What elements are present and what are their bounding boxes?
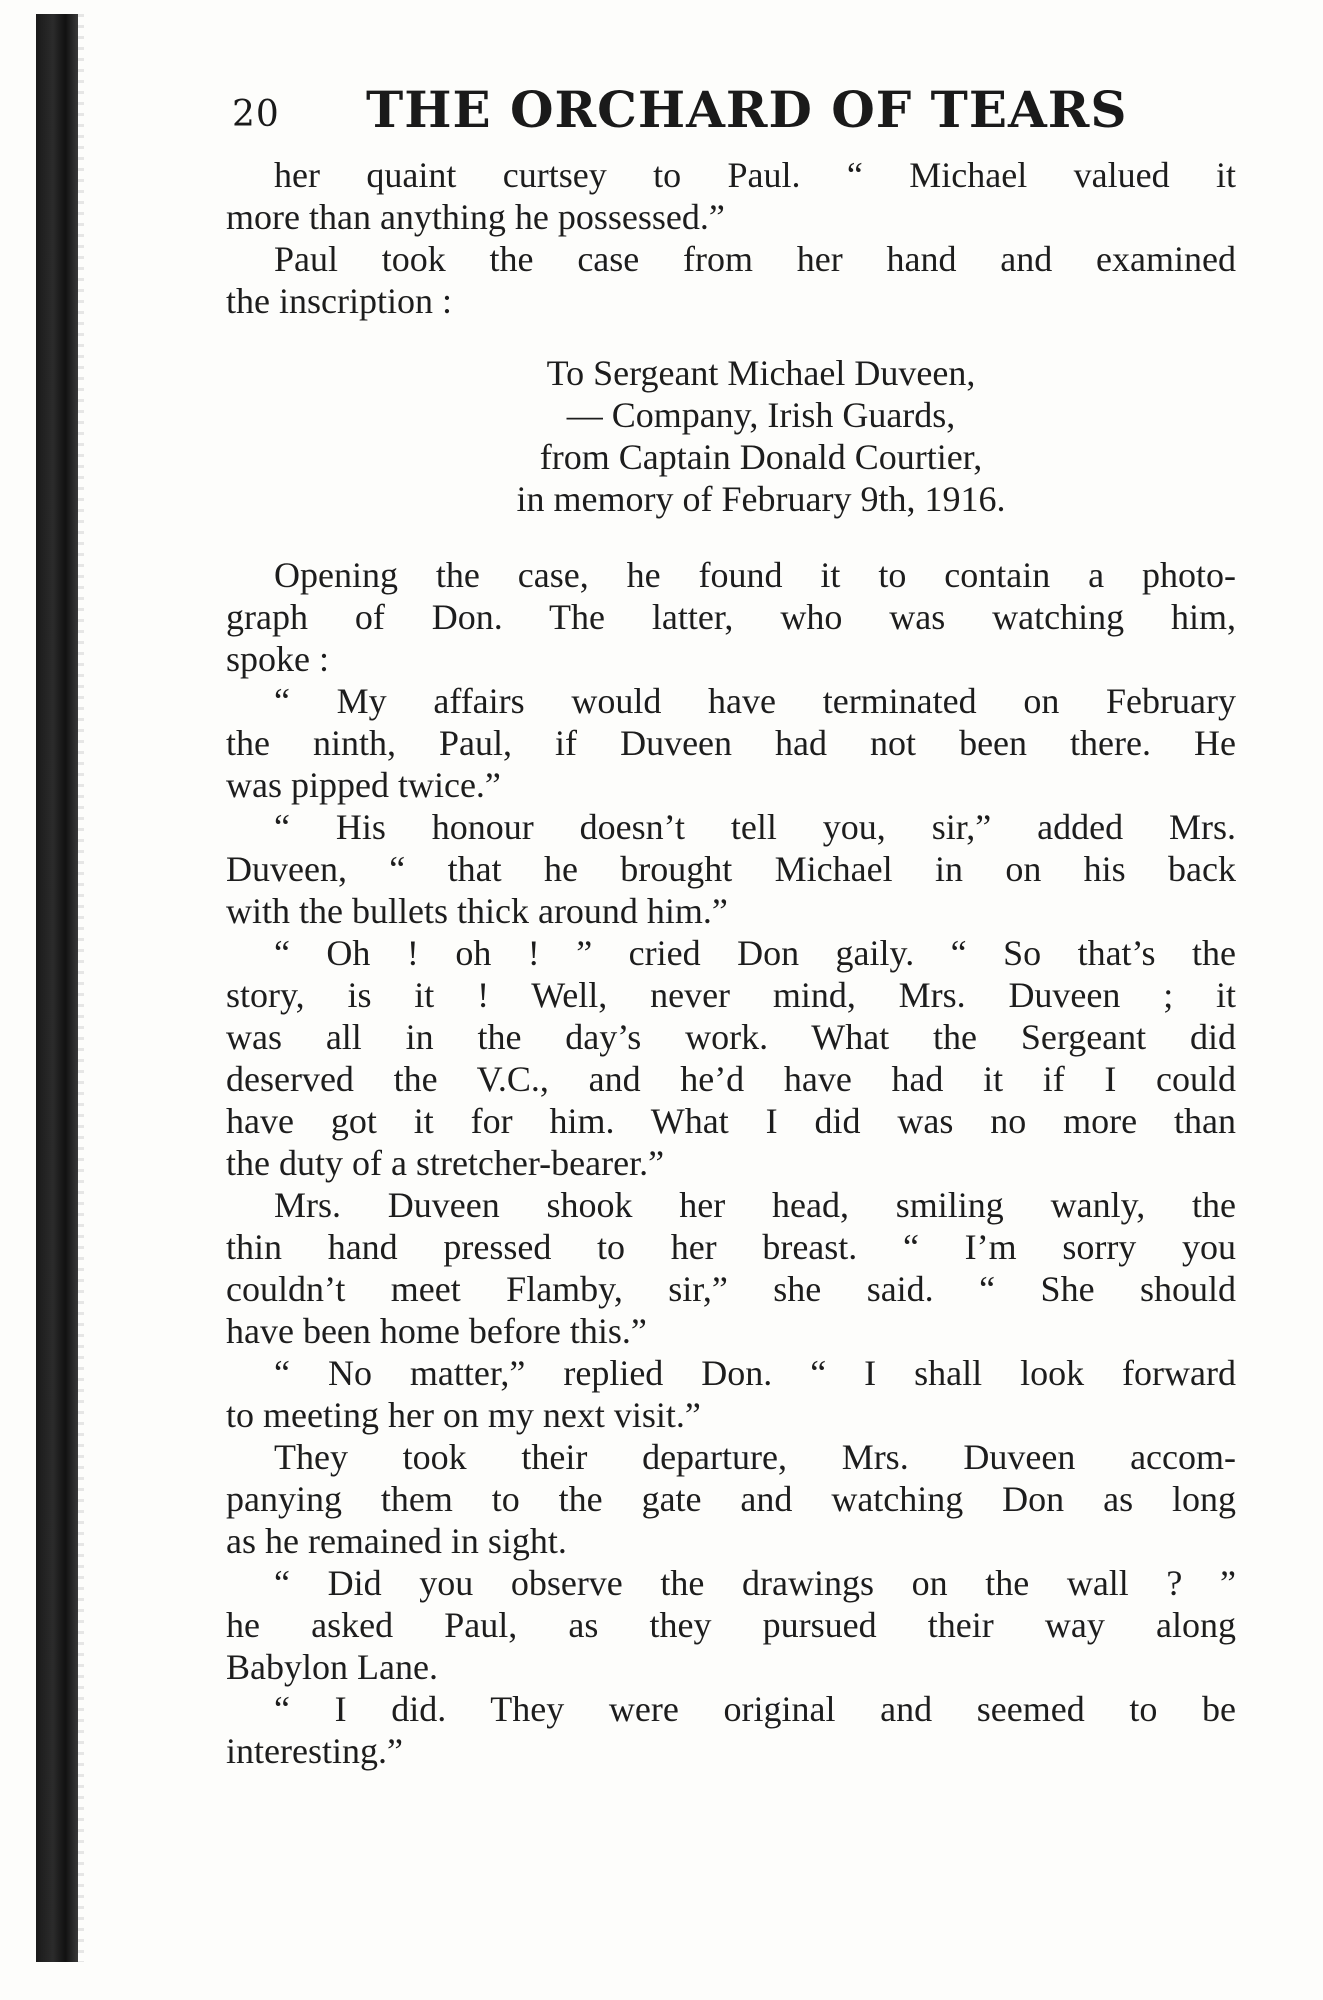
text-line: spoke : xyxy=(226,639,329,679)
text-line: couldn’t meet Flamby, sir,” she said. “ She should xyxy=(226,1269,1236,1309)
text-line: was pipped twice.” xyxy=(226,765,501,805)
binding-edge xyxy=(36,14,78,1962)
inscription-line: from Captain Donald Courtier, xyxy=(539,437,983,477)
text-line: her quaint curtsey to Paul. “ Michael valued it xyxy=(274,155,1236,195)
running-title: THE ORCHARD OF TEARS xyxy=(366,80,1128,139)
text-line: deserved the V.C., and he’d have had it if I could xyxy=(226,1059,1236,1099)
text-line: as he remained in sight. xyxy=(226,1521,567,1561)
text-line: more than anything he possessed.” xyxy=(226,197,725,237)
text-line: he asked Paul, as they pursued their way along xyxy=(226,1605,1236,1645)
text-line: They took their departure, Mrs. Duveen accom- xyxy=(274,1437,1236,1477)
text-line: Mrs. Duveen shook her head, smiling wanly, the xyxy=(274,1185,1236,1225)
text-line: the duty of a stretcher-bearer.” xyxy=(226,1143,665,1183)
inscription-line: — Company, Irish Guards, xyxy=(566,395,956,435)
text-line: “ Did you observe the drawings on the wall ? ” xyxy=(274,1563,1236,1603)
text-line: the inscription : xyxy=(226,281,452,321)
page-header xyxy=(226,80,1236,150)
text-line: to meeting her on my next visit.” xyxy=(226,1395,701,1435)
text-line: have been home before this.” xyxy=(226,1311,647,1351)
inscription-line: in memory of February 9th, 1916. xyxy=(516,479,1006,519)
binding-shadow xyxy=(78,14,84,1962)
text-line: “ My affairs would have terminated on February xyxy=(274,681,1236,721)
text-line: the ninth, Paul, if Duveen had not been there. He xyxy=(226,723,1236,763)
text-line: was all in the day’s work. What the Sergeant did xyxy=(226,1017,1236,1057)
page-number: 20 xyxy=(232,94,280,135)
text-line: Paul took the case from her hand and examined xyxy=(274,239,1236,279)
text-line: Duveen, “ that he brought Michael in on his back xyxy=(226,849,1236,889)
text-line: “ His honour doesn’t tell you, sir,” added Mrs. xyxy=(274,807,1236,847)
page-text xyxy=(226,154,1236,1772)
inscription xyxy=(226,352,1236,520)
text-line: “ I did. They were original and seemed to be xyxy=(274,1689,1236,1729)
text-line: interesting.” xyxy=(226,1731,403,1771)
text-line: Babylon Lane. xyxy=(226,1647,438,1687)
text-line: Opening the case, he found it to contain a photo- xyxy=(274,555,1236,595)
text-line: story, is it ! Well, never mind, Mrs. Duveen ; it xyxy=(226,975,1236,1015)
inscription-line: To Sergeant Michael Duveen, xyxy=(546,353,976,393)
text-line: “ No matter,” replied Don. “ I shall look forward xyxy=(274,1353,1236,1393)
text-line: thin hand pressed to her breast. “ I’m sorry you xyxy=(226,1227,1236,1267)
text-line: have got it for him. What I did was no more than xyxy=(226,1101,1236,1141)
text-line: panying them to the gate and watching Don as long xyxy=(226,1479,1236,1519)
text-line: with the bullets thick around him.” xyxy=(226,891,728,931)
text-line: graph of Don. The latter, who was watching him, xyxy=(226,597,1236,637)
text-line: “ Oh ! oh ! ” cried Don gaily. “ So that’s the xyxy=(274,933,1236,973)
